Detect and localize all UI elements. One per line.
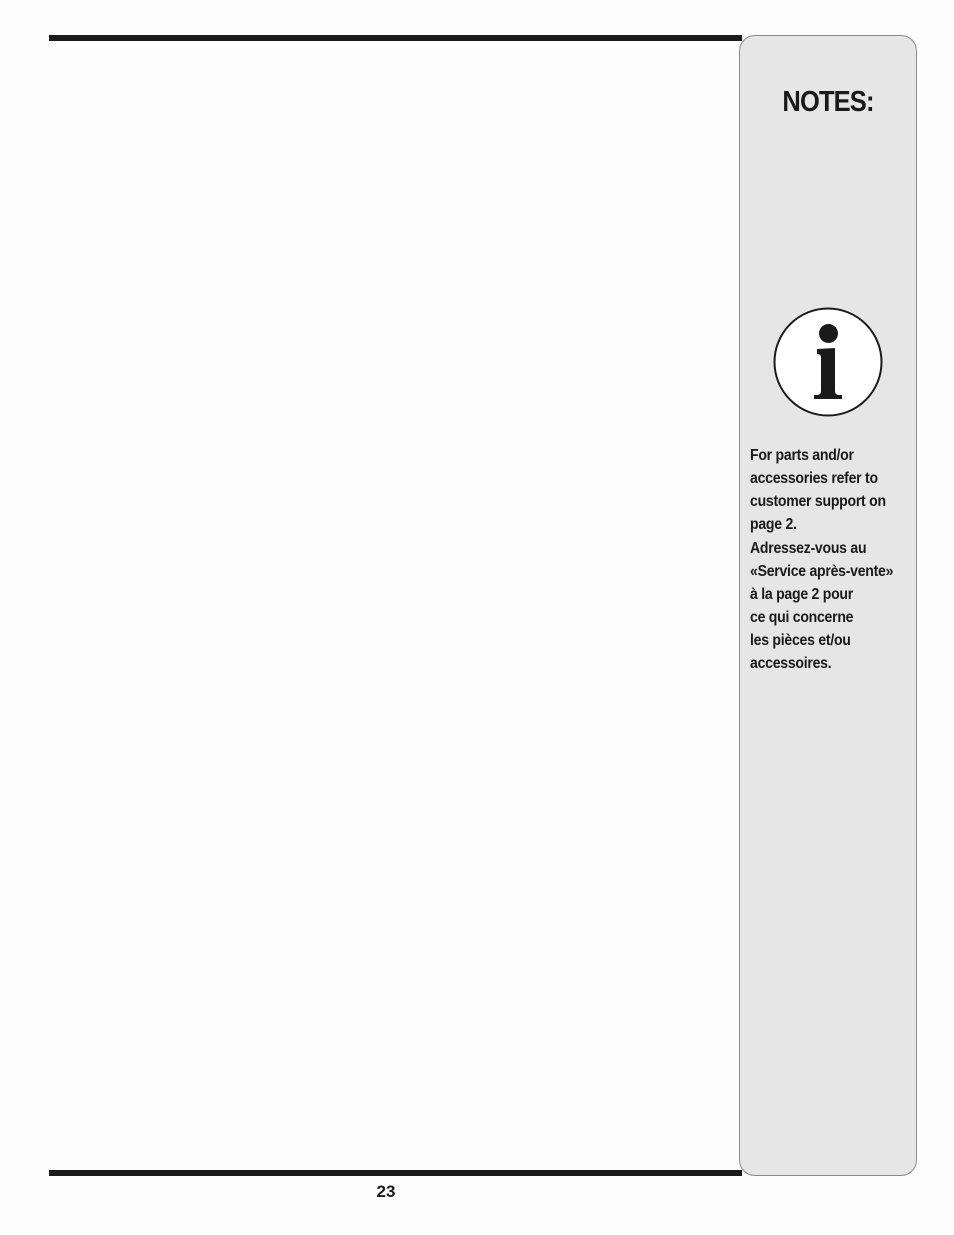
support-note-fr-line: ce qui concerne: [750, 609, 854, 626]
support-note-en-line: customer support on: [750, 493, 886, 510]
bottom-rule: [49, 1170, 742, 1176]
page-number: 23: [376, 1182, 396, 1201]
info-icon: [773, 307, 883, 417]
support-note-en-line: page 2.: [750, 516, 797, 533]
notes-title: NOTES:: [782, 86, 874, 118]
support-note-fr-line: les pièces et/ou: [750, 632, 851, 649]
support-note-en-line: For parts and/or: [750, 447, 854, 464]
notes-sidebar: [739, 35, 917, 1176]
support-note: [750, 444, 926, 675]
support-note-fr-line: Adressez-vous au: [750, 540, 867, 557]
support-note-fr-line: «Service après-vente»: [750, 563, 894, 580]
support-note-en-line: accessories refer to: [750, 470, 878, 487]
support-note-fr-line: accessoires.: [750, 655, 832, 672]
support-note-fr-line: à la page 2 pour: [750, 586, 853, 603]
top-rule: [49, 35, 742, 41]
